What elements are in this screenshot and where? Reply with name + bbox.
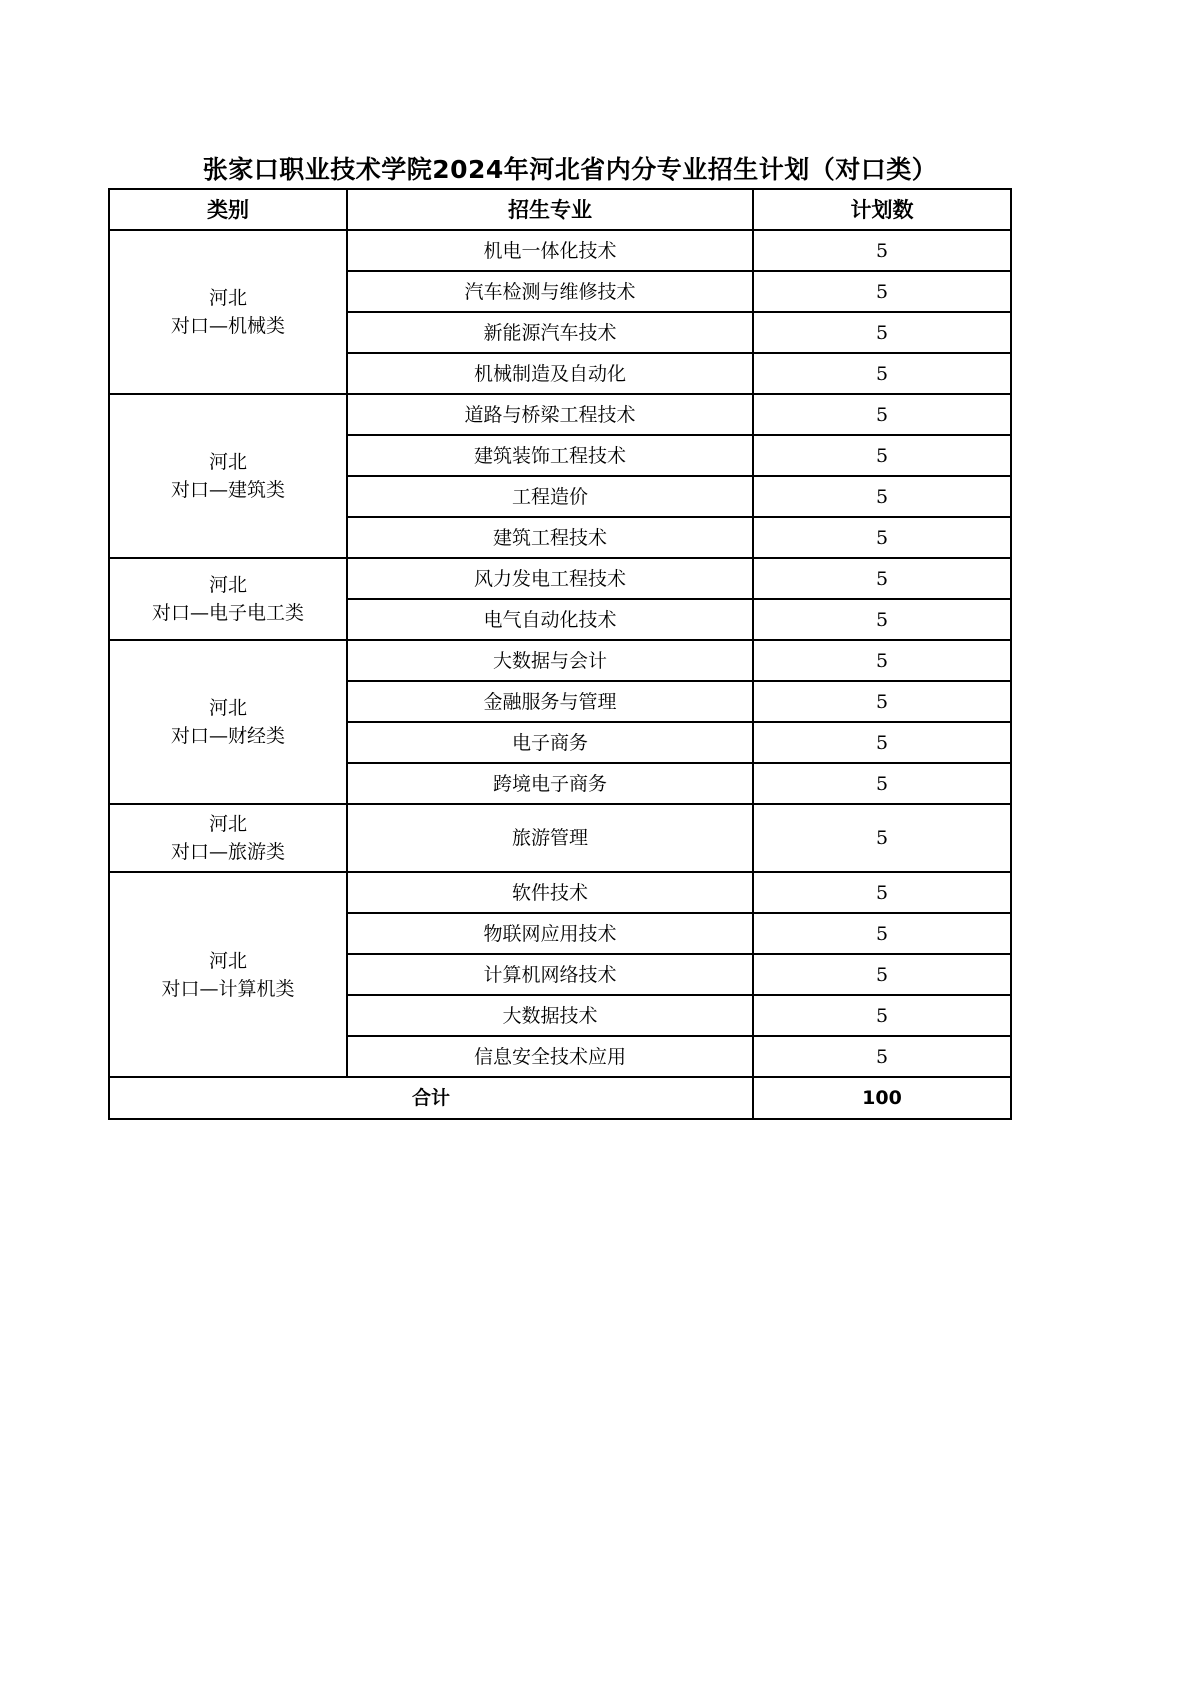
table-row bbox=[109, 394, 1011, 435]
count-cell: 5 bbox=[753, 517, 1011, 558]
enrollment-plan-table bbox=[108, 188, 1012, 1120]
count-cell: 5 bbox=[753, 995, 1011, 1036]
category-region: 河北 bbox=[208, 697, 247, 719]
count-cell: 5 bbox=[753, 312, 1011, 353]
table-row bbox=[109, 804, 1011, 872]
category-cell bbox=[109, 872, 347, 1077]
major-cell: 物联网应用技术 bbox=[347, 913, 753, 954]
major-cell: 机械制造及自动化 bbox=[347, 353, 753, 394]
count-cell: 5 bbox=[753, 394, 1011, 435]
count-cell: 5 bbox=[753, 353, 1011, 394]
major-cell: 建筑装饰工程技术 bbox=[347, 435, 753, 476]
major-cell: 跨境电子商务 bbox=[347, 763, 753, 804]
count-cell: 5 bbox=[753, 435, 1011, 476]
table-body bbox=[109, 230, 1011, 1077]
category-region: 河北 bbox=[208, 574, 247, 596]
major-cell: 道路与桥梁工程技术 bbox=[347, 394, 753, 435]
major-cell: 软件技术 bbox=[347, 872, 753, 913]
count-cell: 5 bbox=[753, 271, 1011, 312]
category-region: 河北 bbox=[208, 949, 247, 972]
major-cell: 大数据与会计 bbox=[347, 640, 753, 681]
table-row bbox=[109, 558, 1011, 599]
major-cell: 金融服务与管理 bbox=[347, 681, 753, 722]
major-cell: 计算机网络技术 bbox=[347, 954, 753, 995]
category-cell bbox=[109, 640, 347, 804]
page-title: 张家口职业技术学院2024年河北省内分专业招生计划（对口类） bbox=[202, 155, 938, 184]
major-cell: 大数据技术 bbox=[347, 995, 753, 1036]
count-cell: 5 bbox=[753, 230, 1011, 271]
table-header-row bbox=[109, 189, 1011, 230]
major-cell: 机电一体化技术 bbox=[347, 230, 753, 271]
count-cell: 5 bbox=[753, 722, 1011, 763]
major-cell: 新能源汽车技术 bbox=[347, 312, 753, 353]
count-cell: 5 bbox=[753, 640, 1011, 681]
category-type: 对口—旅游类 bbox=[170, 841, 285, 863]
major-cell: 工程造价 bbox=[347, 476, 753, 517]
count-cell: 5 bbox=[753, 599, 1011, 640]
table-row bbox=[109, 872, 1011, 913]
count-cell: 5 bbox=[753, 476, 1011, 517]
total-row bbox=[109, 1077, 1011, 1119]
major-cell: 旅游管理 bbox=[347, 804, 753, 872]
total-value: 100 bbox=[753, 1077, 1011, 1119]
header-count: 计划数 bbox=[753, 189, 1011, 230]
count-cell: 5 bbox=[753, 913, 1011, 954]
table-row bbox=[109, 230, 1011, 271]
count-cell: 5 bbox=[753, 954, 1011, 995]
category-cell bbox=[109, 394, 347, 558]
count-cell: 5 bbox=[753, 1036, 1011, 1077]
header-major: 招生专业 bbox=[347, 189, 753, 230]
header-category: 类别 bbox=[109, 189, 347, 230]
table-row bbox=[109, 640, 1011, 681]
count-cell: 5 bbox=[753, 558, 1011, 599]
major-cell: 建筑工程技术 bbox=[347, 517, 753, 558]
category-type: 对口—机械类 bbox=[170, 315, 285, 337]
category-type: 对口—财经类 bbox=[170, 725, 285, 747]
category-region: 河北 bbox=[208, 287, 247, 309]
total-label: 合计 bbox=[109, 1077, 753, 1119]
category-cell bbox=[109, 558, 347, 640]
category-type: 对口—建筑类 bbox=[170, 479, 285, 501]
category-type: 对口—计算机类 bbox=[161, 977, 295, 1000]
category-region: 河北 bbox=[208, 451, 247, 473]
count-cell: 5 bbox=[753, 872, 1011, 913]
category-cell bbox=[109, 230, 347, 394]
category-cell bbox=[109, 804, 347, 872]
category-type: 对口—电子电工类 bbox=[151, 602, 304, 624]
count-cell: 5 bbox=[753, 763, 1011, 804]
category-region: 河北 bbox=[208, 813, 247, 835]
major-cell: 风力发电工程技术 bbox=[347, 558, 753, 599]
major-cell: 信息安全技术应用 bbox=[347, 1036, 753, 1077]
major-cell: 电气自动化技术 bbox=[347, 599, 753, 640]
count-cell: 5 bbox=[753, 804, 1011, 872]
major-cell: 电子商务 bbox=[347, 722, 753, 763]
count-cell: 5 bbox=[753, 681, 1011, 722]
major-cell: 汽车检测与维修技术 bbox=[347, 271, 753, 312]
